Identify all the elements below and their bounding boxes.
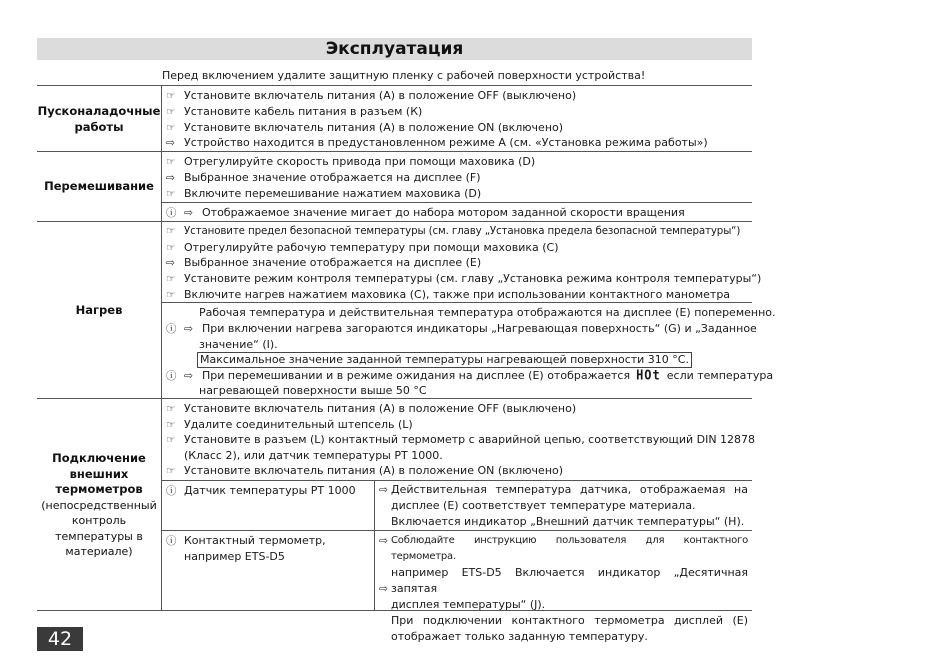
list-item: ☞ Установите включатель питания (А) в положение ON (включено) [166,121,564,134]
contact-thermometer-cell: ⓘ Контактный термометр, например ETS-D5 [166,534,326,563]
sub-divider [161,530,752,531]
list-item: ⇨ Устройство находится в предустановленном режиме А (см. «Установка режима работы») [166,136,708,149]
info-text: нагревающей поверхности выше 50 °C [199,384,427,397]
info-note: ⓘ ⇨ При включении нагрева загораются индикаторы „Нагревающая поверхность“ (G) и „Заданное [166,322,757,335]
pointing-hand-icon: ☞ [166,242,176,254]
arrow-right-icon: ⇨ [184,323,193,335]
inner-column-divider [374,480,375,610]
section-divider [37,398,752,399]
info-text: Рабочая температура и действительная температура отображаются на дисплее (E) попеременно. [199,306,776,319]
pointing-hand-icon: ☞ [166,122,176,134]
arrow-right-icon: ⇨ [166,172,175,184]
arrow-right-icon: ⇨ [166,257,175,269]
section-label-startup: Пусконаладочные работы [37,104,161,134]
info-icon: ⓘ [166,323,177,335]
arrow-right-icon: ⇨ [184,370,193,382]
max-temperature-note: Максимальное значение заданной температуры нагревающей поверхности 310 °C. [197,352,692,368]
info-icon: ⓘ [166,485,177,497]
section-label-mixing: Перемешивание [44,179,154,193]
page-title: Эксплуатация [37,38,752,60]
intro-text: Перед включением удалите защитную пленку с рабочей поверхности устройства! [162,69,646,82]
info-icon: ⓘ [166,370,177,382]
section-label-external: Подключение внешних термометров (непосредственный контроль температуры в материале) [37,451,161,560]
hot-display-symbol: HOt [636,367,661,383]
info-icon: ⓘ [166,207,177,219]
list-item: ⇨ Выбранное значение отображается на дисплее (F) [166,171,481,184]
list-item: ☞ Установите кабель питания в разъем (К) [166,105,423,118]
sensor-description-cell: ⇨ Действительная температура датчика, отображаемая на дисплее (Е) соответствует температуре материала. Включается индикатор „Внешний датчик температуры“ (Н). [379,483,748,528]
column-divider [161,86,162,611]
pointing-hand-icon: ☞ [166,403,176,415]
page-number: 42 [37,627,83,651]
section-label-external-sub: (непосредственный контроль температуры в материале) [41,498,157,558]
arrow-right-icon: ⇨ [379,583,388,595]
arrow-right-icon: ⇨ [379,535,388,547]
list-item-continued: (Класс 2), или датчик температуры РТ 1000. [184,449,443,462]
pointing-hand-icon: ☞ [166,419,176,431]
pointing-hand-icon: ☞ [166,225,176,237]
section-divider [37,151,752,152]
list-item: ☞ Установите включатель питания (А) в положение ON (включено) [166,464,564,477]
info-note: ⓘ ⇨ При перемешивании и в режиме ожидания на дисплее (E) отображается HOt если температура [166,367,774,383]
pointing-hand-icon: ☞ [166,289,176,301]
list-item: ☞ Отрегулируйте рабочую температуру при помощи маховика (С) [166,241,559,254]
contact-description-cell: ⇨ Соблюдайте инструкцию пользователя для контактного термометра. например ETS-D5 Включается индикатор „Десятичная запятая дисплея температуры“ (J). ⇨ При подключении контактного термометра дисплей (E) отображает только заданную температуру. [379,535,748,643]
sub-divider [161,202,752,203]
list-item: ☞ Установите включатель питания (А) в положение OFF (выключено) [166,402,577,415]
info-icon: ⓘ [166,535,177,547]
intro-note [37,66,752,86]
pointing-hand-icon: ☞ [166,273,176,285]
arrow-right-icon: ⇨ [184,207,193,219]
list-item: ☞ Установите в разъем (L) контактный термометр с аварийной цепью, соответствующий DIN 12878 [166,433,756,446]
pointing-hand-icon: ☞ [166,465,176,477]
list-item: ☞ Включите нагрев нажатием маховика (С), также при использовании контактного манометра [166,288,731,301]
list-item: ☞ Включите перемешивание нажатием маховика (D) [166,187,482,200]
pointing-hand-icon: ☞ [166,188,176,200]
pointing-hand-icon: ☞ [166,434,176,446]
info-note: ⓘ ⇨ Отображаемое значение мигает до набора мотором заданной скорости вращения [166,206,685,219]
section-label-heating: Нагрев [75,303,123,317]
list-item: ☞ Установите включатель питания (А) в положение OFF (выключено) [166,89,577,102]
section-divider [37,221,752,222]
info-text: значение“ (I). [199,338,278,351]
list-item: ☞ Отрегулируйте скорость привода при помощи маховика (D) [166,155,536,168]
list-item: ☞ Установите режим контроля температуры (см. главу „Установка режима контроля температуры“) [166,272,762,285]
arrow-right-icon: ⇨ [379,484,388,496]
pointing-hand-icon: ☞ [166,106,176,118]
arrow-right-icon: ⇨ [166,137,175,149]
pointing-hand-icon: ☞ [166,156,176,168]
list-item: ☞ Удалите соединительный штепсель (L) [166,418,413,431]
list-item: ☞ Установите предел безопасной температуры (см. главу „Установка предела безопасной температуры“) [166,225,741,237]
pointing-hand-icon: ☞ [166,90,176,102]
sub-divider [161,480,752,481]
sensor-type-cell: ⓘ Датчик температуры РТ 1000 [166,484,356,497]
list-item: ⇨ Выбранное значение отображается на дисплее (Е) [166,256,482,269]
